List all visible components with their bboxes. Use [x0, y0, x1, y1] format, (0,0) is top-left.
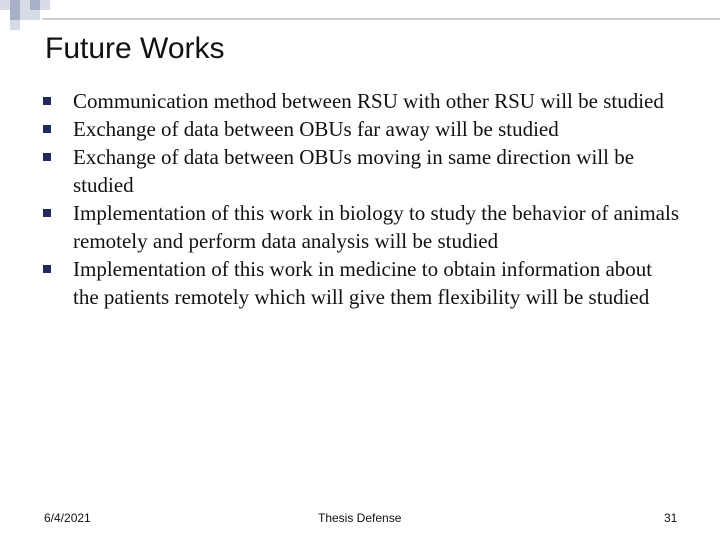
deco-square	[30, 10, 40, 20]
bullet-text: Implementation of this work in medicine to obtain information about the patients remotely which will give them flexibility will be studied	[73, 257, 653, 309]
deco-square	[40, 0, 50, 10]
square-bullet-icon	[43, 125, 51, 133]
deco-square	[10, 10, 20, 20]
bullet-text: Exchange of data between OBUs moving in same direction will be studied	[73, 145, 635, 197]
bullet-text: Communication method between RSU with other RSU will be studied	[73, 89, 664, 113]
bullet-text: Implementation of this work in biology to study the behavior of animals remotely and perform data analysis will be studied	[73, 201, 679, 253]
bullet-item	[73, 143, 683, 199]
bullet-text: Exchange of data between OBUs far away will be studied	[73, 117, 559, 141]
footer-title: Thesis Defense	[318, 511, 402, 525]
bullet-item	[73, 87, 683, 115]
square-bullet-icon	[43, 153, 51, 161]
deco-square	[10, 20, 20, 30]
deco-square	[20, 0, 30, 10]
deco-square	[30, 0, 40, 10]
bullet-item	[73, 199, 683, 255]
bullet-list	[73, 87, 683, 311]
header-rule	[42, 18, 720, 20]
slide-title: Future Works	[45, 32, 225, 65]
bullet-item	[73, 115, 683, 143]
page-number: 31	[664, 511, 678, 525]
deco-square	[0, 0, 10, 10]
footer-date: 6/4/2021	[44, 511, 91, 525]
bullet-item	[73, 255, 683, 311]
deco-square	[10, 0, 20, 10]
square-bullet-icon	[43, 97, 51, 105]
square-bullet-icon	[43, 265, 51, 273]
deco-square	[20, 10, 30, 20]
square-bullet-icon	[43, 209, 51, 217]
